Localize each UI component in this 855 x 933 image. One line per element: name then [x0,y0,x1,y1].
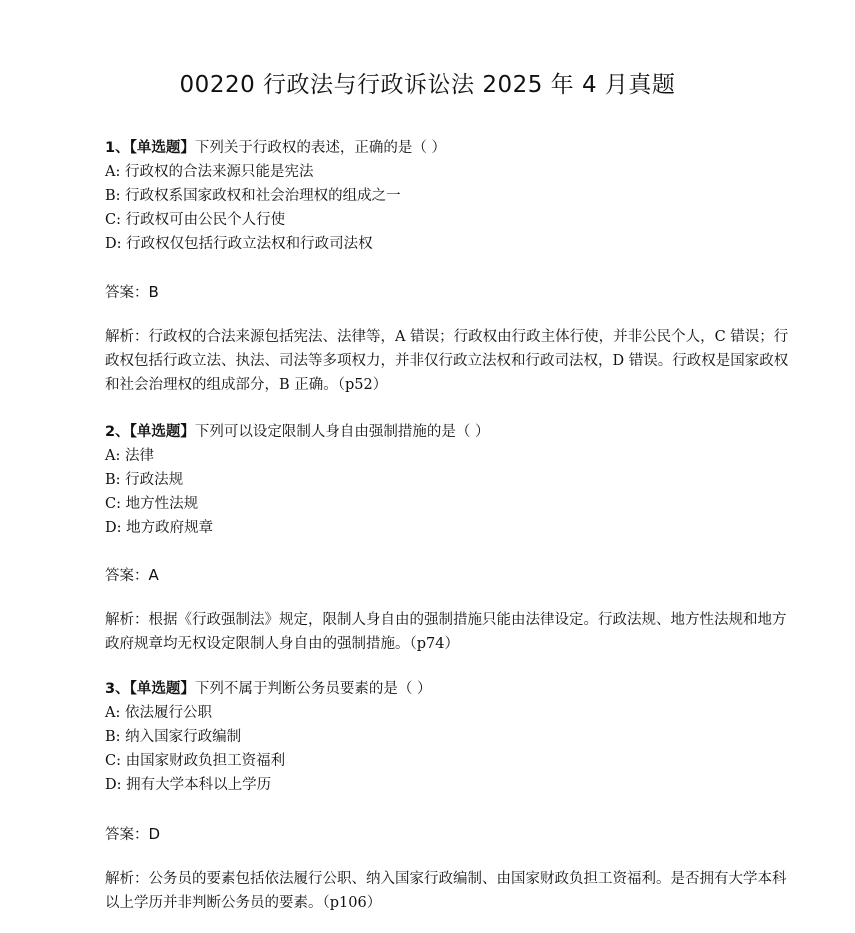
question-text: 下列关于行政权的表述，正确的是（ ） [194,140,446,156]
option-a: A: 法律 [105,448,154,464]
answer-value: D [148,825,161,843]
option-b: B: 行政法规 [105,472,184,488]
option-d: D: 拥有大学本科以上学历 [105,777,272,793]
question-2 [105,420,795,540]
question-type-tag: 【单选题】 [129,423,195,440]
answer-label: 答案： [105,568,149,584]
question-number: 3、 [105,681,130,697]
option-c: C: 行政权可由公民个人行使 [105,212,286,228]
option-d: D: 行政权仅包括行政立法权和行政司法权 [105,236,373,252]
option-a: A: 依法履行公职 [105,705,212,721]
analysis-2: 解析：根据《行政强制法》规定，限制人身自由的强制措施只能由法律设定。行政法规、地方性法规和地方政府规章均无权设定限制人身自由的强制措施。（p74） [105,612,787,652]
option-d: D: 地方政府规章 [105,520,214,536]
question-1 [105,136,795,256]
question-3 [105,677,795,797]
analysis-3: 解析：公务员的要素包括依法履行公职、纳入国家行政编制、由国家财政负担工资福利。是否拥有大学本科以上学历并非判断公务员的要素。（p106） [105,871,787,911]
answer-1 [105,280,159,305]
option-b: B: 行政权系国家政权和社会治理权的组成之一 [105,188,401,204]
answer-value: A [148,566,159,584]
page-title: 00220 行政法与行政诉讼法 2025 年 4 月真题 [179,72,676,98]
question-text: 下列不属于判断公务员要素的是（ ） [194,681,432,697]
answer-value: B [148,283,159,301]
question-number: 1、 [105,140,130,156]
answer-label: 答案： [105,827,149,843]
question-stem [105,420,795,444]
option-c: C: 地方性法规 [105,496,199,512]
answer-2 [105,563,159,588]
option-b: B: 纳入国家行政编制 [105,729,242,745]
analysis-1: 解析：行政权的合法来源包括宪法、法律等，A 错误；行政权由行政主体行使，并非公民个人，C 错误；行政权包括行政立法、执法、司法等多项权力，并非仅行政立法权和行政司法权，D 错误。行政权是国家政权和社会治理权的组成部分，B 正确。（p52） [105,329,789,393]
question-type-tag: 【单选题】 [129,680,195,697]
question-stem [105,136,795,160]
answer-3 [105,822,160,847]
option-c: C: 由国家财政负担工资福利 [105,753,286,769]
question-type-tag: 【单选题】 [129,139,195,156]
option-a: A: 行政权的合法来源只能是宪法 [105,164,314,180]
answer-label: 答案： [105,285,149,301]
question-text: 下列可以设定限制人身自由强制措施的是（ ） [194,424,490,440]
question-stem [105,677,795,701]
question-number: 2、 [105,424,130,440]
